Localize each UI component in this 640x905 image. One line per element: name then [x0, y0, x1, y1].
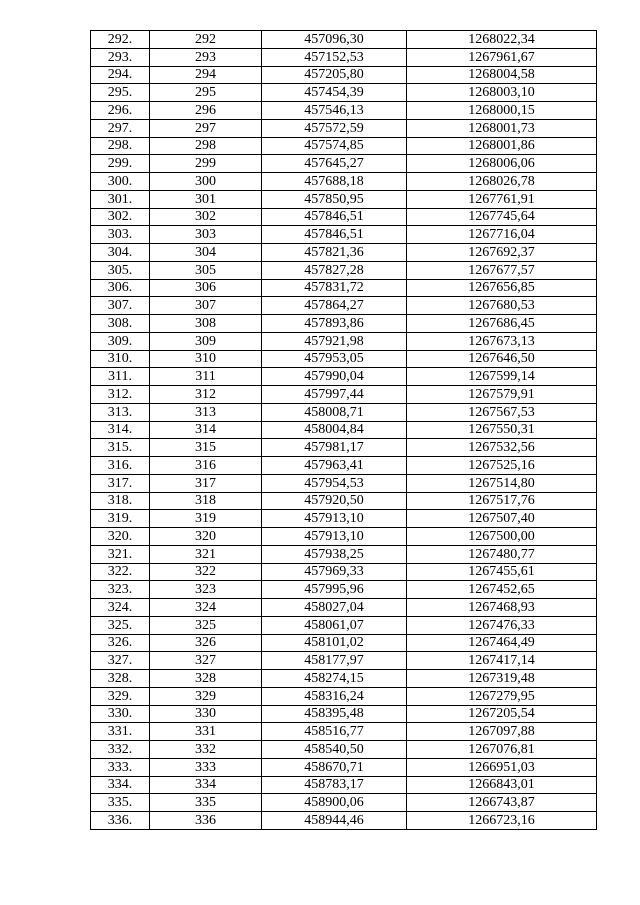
table-row	[91, 776, 597, 794]
table-row	[91, 421, 597, 439]
y-coordinate-cell: 1267961,67	[407, 48, 597, 66]
point-number-cell: 307	[150, 297, 262, 315]
y-coordinate-cell: 1267579,91	[407, 386, 597, 404]
table-row	[91, 31, 597, 49]
table-row	[91, 190, 597, 208]
y-coordinate-cell: 1267680,53	[407, 297, 597, 315]
y-coordinate-cell: 1267500,00	[407, 528, 597, 546]
point-number-cell: 310	[150, 350, 262, 368]
table-row	[91, 474, 597, 492]
row-index-cell: 300.	[91, 173, 150, 191]
x-coordinate-cell: 457831,72	[262, 279, 407, 297]
row-index-cell: 306.	[91, 279, 150, 297]
point-number-cell: 314	[150, 421, 262, 439]
row-index-cell: 305.	[91, 261, 150, 279]
x-coordinate-cell: 458900,06	[262, 794, 407, 812]
row-index-cell: 297.	[91, 119, 150, 137]
y-coordinate-cell: 1267673,13	[407, 332, 597, 350]
table-row	[91, 670, 597, 688]
table-row	[91, 368, 597, 386]
y-coordinate-cell: 1268022,34	[407, 31, 597, 49]
table-row	[91, 616, 597, 634]
x-coordinate-cell: 457454,39	[262, 84, 407, 102]
point-number-cell: 303	[150, 226, 262, 244]
table-row	[91, 492, 597, 510]
x-coordinate-cell: 457846,51	[262, 226, 407, 244]
point-number-cell: 315	[150, 439, 262, 457]
y-coordinate-cell: 1266723,16	[407, 812, 597, 830]
row-index-cell: 307.	[91, 297, 150, 315]
row-index-cell: 293.	[91, 48, 150, 66]
y-coordinate-cell: 1266743,87	[407, 794, 597, 812]
x-coordinate-cell: 457995,96	[262, 581, 407, 599]
point-number-cell: 309	[150, 332, 262, 350]
table-row	[91, 137, 597, 155]
point-number-cell: 330	[150, 705, 262, 723]
y-coordinate-cell: 1267455,61	[407, 563, 597, 581]
row-index-cell: 294.	[91, 66, 150, 84]
table-row	[91, 119, 597, 137]
row-index-cell: 302.	[91, 208, 150, 226]
point-number-cell: 304	[150, 244, 262, 262]
table-row	[91, 705, 597, 723]
x-coordinate-cell: 458944,46	[262, 812, 407, 830]
row-index-cell: 301.	[91, 190, 150, 208]
table-row	[91, 634, 597, 652]
point-number-cell: 302	[150, 208, 262, 226]
y-coordinate-cell: 1267517,76	[407, 492, 597, 510]
x-coordinate-cell: 457954,53	[262, 474, 407, 492]
row-index-cell: 334.	[91, 776, 150, 794]
row-index-cell: 319.	[91, 510, 150, 528]
table-row	[91, 84, 597, 102]
table-row	[91, 545, 597, 563]
table-row	[91, 812, 597, 830]
row-index-cell: 313.	[91, 403, 150, 421]
x-coordinate-cell: 457096,30	[262, 31, 407, 49]
table-row	[91, 48, 597, 66]
y-coordinate-cell: 1267468,93	[407, 599, 597, 617]
table-row	[91, 208, 597, 226]
x-coordinate-cell: 457981,17	[262, 439, 407, 457]
row-index-cell: 322.	[91, 563, 150, 581]
row-index-cell: 325.	[91, 616, 150, 634]
x-coordinate-cell: 458783,17	[262, 776, 407, 794]
x-coordinate-cell: 457913,10	[262, 510, 407, 528]
point-number-cell: 326	[150, 634, 262, 652]
x-coordinate-cell: 457938,25	[262, 545, 407, 563]
row-index-cell: 333.	[91, 758, 150, 776]
table-row	[91, 794, 597, 812]
y-coordinate-cell: 1267745,64	[407, 208, 597, 226]
x-coordinate-cell: 458395,48	[262, 705, 407, 723]
point-number-cell: 321	[150, 545, 262, 563]
row-index-cell: 312.	[91, 386, 150, 404]
table-row	[91, 102, 597, 120]
x-coordinate-cell: 458061,07	[262, 616, 407, 634]
x-coordinate-cell: 458274,15	[262, 670, 407, 688]
table-row	[91, 386, 597, 404]
x-coordinate-cell: 457688,18	[262, 173, 407, 191]
x-coordinate-cell: 457893,86	[262, 315, 407, 333]
point-number-cell: 328	[150, 670, 262, 688]
row-index-cell: 320.	[91, 528, 150, 546]
point-number-cell: 323	[150, 581, 262, 599]
table-row	[91, 297, 597, 315]
row-index-cell: 328.	[91, 670, 150, 688]
y-coordinate-cell: 1267532,56	[407, 439, 597, 457]
table-row	[91, 528, 597, 546]
y-coordinate-cell: 1267476,33	[407, 616, 597, 634]
row-index-cell: 298.	[91, 137, 150, 155]
point-number-cell: 312	[150, 386, 262, 404]
y-coordinate-cell: 1268000,15	[407, 102, 597, 120]
x-coordinate-cell: 457827,28	[262, 261, 407, 279]
y-coordinate-cell: 1267716,04	[407, 226, 597, 244]
y-coordinate-cell: 1267692,37	[407, 244, 597, 262]
y-coordinate-cell: 1267656,85	[407, 279, 597, 297]
point-number-cell: 331	[150, 723, 262, 741]
x-coordinate-cell: 457572,59	[262, 119, 407, 137]
x-coordinate-cell: 457864,27	[262, 297, 407, 315]
y-coordinate-cell: 1267507,40	[407, 510, 597, 528]
point-number-cell: 313	[150, 403, 262, 421]
y-coordinate-cell: 1267761,91	[407, 190, 597, 208]
row-index-cell: 295.	[91, 84, 150, 102]
table-row	[91, 261, 597, 279]
table-row	[91, 563, 597, 581]
point-number-cell: 295	[150, 84, 262, 102]
row-index-cell: 309.	[91, 332, 150, 350]
coordinates-table	[90, 30, 597, 830]
table-row	[91, 279, 597, 297]
x-coordinate-cell: 458670,71	[262, 758, 407, 776]
table-row	[91, 758, 597, 776]
table-row	[91, 350, 597, 368]
x-coordinate-cell: 457913,10	[262, 528, 407, 546]
y-coordinate-cell: 1268001,86	[407, 137, 597, 155]
coordinates-table-body	[91, 31, 597, 830]
table-row	[91, 332, 597, 350]
row-index-cell: 316.	[91, 457, 150, 475]
x-coordinate-cell: 457152,53	[262, 48, 407, 66]
point-number-cell: 306	[150, 279, 262, 297]
point-number-cell: 320	[150, 528, 262, 546]
row-index-cell: 315.	[91, 439, 150, 457]
row-index-cell: 304.	[91, 244, 150, 262]
y-coordinate-cell: 1267097,88	[407, 723, 597, 741]
y-coordinate-cell: 1267525,16	[407, 457, 597, 475]
point-number-cell: 305	[150, 261, 262, 279]
y-coordinate-cell: 1268003,10	[407, 84, 597, 102]
y-coordinate-cell: 1267417,14	[407, 652, 597, 670]
y-coordinate-cell: 1267514,80	[407, 474, 597, 492]
row-index-cell: 296.	[91, 102, 150, 120]
point-number-cell: 292	[150, 31, 262, 49]
point-number-cell: 294	[150, 66, 262, 84]
x-coordinate-cell: 457645,27	[262, 155, 407, 173]
row-index-cell: 335.	[91, 794, 150, 812]
row-index-cell: 336.	[91, 812, 150, 830]
point-number-cell: 293	[150, 48, 262, 66]
row-index-cell: 318.	[91, 492, 150, 510]
point-number-cell: 308	[150, 315, 262, 333]
row-index-cell: 323.	[91, 581, 150, 599]
row-index-cell: 329.	[91, 687, 150, 705]
y-coordinate-cell: 1267677,57	[407, 261, 597, 279]
table-row	[91, 723, 597, 741]
point-number-cell: 325	[150, 616, 262, 634]
point-number-cell: 332	[150, 741, 262, 759]
table-row	[91, 244, 597, 262]
x-coordinate-cell: 457921,98	[262, 332, 407, 350]
y-coordinate-cell: 1267599,14	[407, 368, 597, 386]
x-coordinate-cell: 458540,50	[262, 741, 407, 759]
y-coordinate-cell: 1267279,95	[407, 687, 597, 705]
table-row	[91, 652, 597, 670]
row-index-cell: 330.	[91, 705, 150, 723]
x-coordinate-cell: 457990,04	[262, 368, 407, 386]
x-coordinate-cell: 457963,41	[262, 457, 407, 475]
point-number-cell: 319	[150, 510, 262, 528]
y-coordinate-cell: 1267480,77	[407, 545, 597, 563]
table-row	[91, 173, 597, 191]
x-coordinate-cell: 458177,97	[262, 652, 407, 670]
x-coordinate-cell: 458316,24	[262, 687, 407, 705]
point-number-cell: 336	[150, 812, 262, 830]
y-coordinate-cell: 1266843,01	[407, 776, 597, 794]
y-coordinate-cell: 1267319,48	[407, 670, 597, 688]
table-row	[91, 439, 597, 457]
point-number-cell: 329	[150, 687, 262, 705]
table-row	[91, 510, 597, 528]
row-index-cell: 303.	[91, 226, 150, 244]
x-coordinate-cell: 457953,05	[262, 350, 407, 368]
point-number-cell: 318	[150, 492, 262, 510]
point-number-cell: 317	[150, 474, 262, 492]
x-coordinate-cell: 457574,85	[262, 137, 407, 155]
y-coordinate-cell: 1268004,58	[407, 66, 597, 84]
row-index-cell: 299.	[91, 155, 150, 173]
point-number-cell: 300	[150, 173, 262, 191]
y-coordinate-cell: 1267567,53	[407, 403, 597, 421]
point-number-cell: 334	[150, 776, 262, 794]
x-coordinate-cell: 457850,95	[262, 190, 407, 208]
point-number-cell: 322	[150, 563, 262, 581]
table-row	[91, 315, 597, 333]
x-coordinate-cell: 457920,50	[262, 492, 407, 510]
table-row	[91, 155, 597, 173]
x-coordinate-cell: 458101,02	[262, 634, 407, 652]
y-coordinate-cell: 1267205,54	[407, 705, 597, 723]
table-row	[91, 66, 597, 84]
y-coordinate-cell: 1268026,78	[407, 173, 597, 191]
row-index-cell: 326.	[91, 634, 150, 652]
point-number-cell: 297	[150, 119, 262, 137]
row-index-cell: 332.	[91, 741, 150, 759]
y-coordinate-cell: 1267464,49	[407, 634, 597, 652]
x-coordinate-cell: 458027,04	[262, 599, 407, 617]
table-row	[91, 599, 597, 617]
table-row	[91, 403, 597, 421]
row-index-cell: 292.	[91, 31, 150, 49]
table-row	[91, 741, 597, 759]
y-coordinate-cell: 1267452,65	[407, 581, 597, 599]
table-row	[91, 226, 597, 244]
point-number-cell: 301	[150, 190, 262, 208]
row-index-cell: 311.	[91, 368, 150, 386]
x-coordinate-cell: 458008,71	[262, 403, 407, 421]
y-coordinate-cell: 1267550,31	[407, 421, 597, 439]
x-coordinate-cell: 457997,44	[262, 386, 407, 404]
x-coordinate-cell: 457546,13	[262, 102, 407, 120]
x-coordinate-cell: 458004,84	[262, 421, 407, 439]
point-number-cell: 335	[150, 794, 262, 812]
row-index-cell: 317.	[91, 474, 150, 492]
x-coordinate-cell: 457846,51	[262, 208, 407, 226]
y-coordinate-cell: 1267076,81	[407, 741, 597, 759]
table-row	[91, 687, 597, 705]
point-number-cell: 333	[150, 758, 262, 776]
row-index-cell: 314.	[91, 421, 150, 439]
y-coordinate-cell: 1266951,03	[407, 758, 597, 776]
table-row	[91, 581, 597, 599]
point-number-cell: 298	[150, 137, 262, 155]
point-number-cell: 327	[150, 652, 262, 670]
y-coordinate-cell: 1267686,45	[407, 315, 597, 333]
y-coordinate-cell: 1267646,50	[407, 350, 597, 368]
row-index-cell: 327.	[91, 652, 150, 670]
y-coordinate-cell: 1268006,06	[407, 155, 597, 173]
x-coordinate-cell: 457205,80	[262, 66, 407, 84]
x-coordinate-cell: 458516,77	[262, 723, 407, 741]
point-number-cell: 316	[150, 457, 262, 475]
row-index-cell: 331.	[91, 723, 150, 741]
table-row	[91, 457, 597, 475]
x-coordinate-cell: 457969,33	[262, 563, 407, 581]
x-coordinate-cell: 457821,36	[262, 244, 407, 262]
row-index-cell: 324.	[91, 599, 150, 617]
row-index-cell: 308.	[91, 315, 150, 333]
point-number-cell: 299	[150, 155, 262, 173]
point-number-cell: 311	[150, 368, 262, 386]
row-index-cell: 321.	[91, 545, 150, 563]
point-number-cell: 324	[150, 599, 262, 617]
row-index-cell: 310.	[91, 350, 150, 368]
y-coordinate-cell: 1268001,73	[407, 119, 597, 137]
point-number-cell: 296	[150, 102, 262, 120]
